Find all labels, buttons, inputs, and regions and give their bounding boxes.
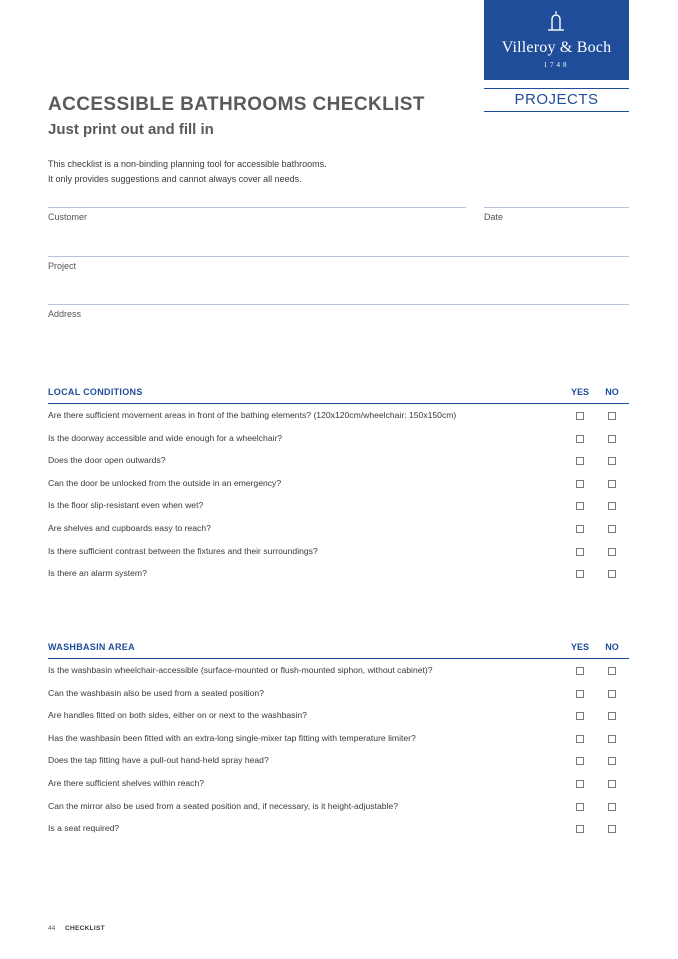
question-row bbox=[48, 409, 629, 432]
brand-name: Villeroy & Boch bbox=[501, 39, 612, 56]
address-label: Address bbox=[48, 309, 82, 319]
question-row bbox=[48, 454, 629, 477]
intro-text bbox=[48, 157, 327, 187]
intro-line-2: It only provides suggestions and cannot always cover all needs. bbox=[48, 174, 302, 184]
no-checkbox[interactable] bbox=[608, 780, 616, 788]
yes-checkbox[interactable] bbox=[576, 803, 584, 811]
question-row bbox=[48, 522, 629, 545]
page-number: 44 bbox=[48, 925, 56, 932]
question-text: Is the washbasin wheelchair-accessible (surface-mounted or flush-mounted siphon, without cabinet)? bbox=[48, 665, 433, 675]
no-checkbox[interactable] bbox=[608, 480, 616, 488]
question-row bbox=[48, 800, 629, 823]
section-title-local-conditions: LOCAL CONDITIONS bbox=[48, 387, 143, 397]
section-divider bbox=[48, 658, 629, 659]
brand-logo bbox=[484, 0, 629, 80]
yes-checkbox[interactable] bbox=[576, 435, 584, 443]
question-text: Are there sufficient shelves within reach? bbox=[48, 777, 205, 788]
question-row bbox=[48, 822, 629, 845]
yes-checkbox[interactable] bbox=[576, 412, 584, 420]
yes-checkbox[interactable] bbox=[576, 825, 584, 833]
no-checkbox[interactable] bbox=[608, 757, 616, 765]
page-footer bbox=[48, 925, 105, 932]
page-title: ACCESSIBLE BATHROOMS CHECKLIST bbox=[48, 94, 425, 115]
project-field[interactable] bbox=[48, 256, 629, 257]
no-column-header: NO bbox=[605, 642, 619, 652]
address-field[interactable] bbox=[48, 304, 629, 305]
question-row bbox=[48, 709, 629, 732]
yes-checkbox[interactable] bbox=[576, 525, 584, 533]
section-title-washbasin-area: WASHBASIN AREA bbox=[48, 642, 135, 652]
no-checkbox[interactable] bbox=[608, 570, 616, 578]
yes-checkbox[interactable] bbox=[576, 548, 584, 556]
no-checkbox[interactable] bbox=[608, 803, 616, 811]
no-checkbox[interactable] bbox=[608, 548, 616, 556]
yes-checkbox[interactable] bbox=[576, 502, 584, 510]
intro-line-1: This checklist is a non-binding planning tool for accessible bathrooms. bbox=[48, 159, 327, 169]
customer-label: Customer bbox=[48, 212, 88, 222]
no-checkbox[interactable] bbox=[608, 712, 616, 720]
no-checkbox[interactable] bbox=[608, 525, 616, 533]
section-divider bbox=[48, 403, 629, 404]
question-row bbox=[48, 777, 629, 800]
yes-checkbox[interactable] bbox=[576, 712, 584, 720]
question-text: Does the door open outwards? bbox=[48, 455, 166, 466]
page-subtitle: Just print out and fill in bbox=[48, 121, 214, 138]
question-text: Is there an alarm system? bbox=[48, 568, 147, 579]
no-checkbox[interactable] bbox=[608, 457, 616, 465]
no-checkbox[interactable] bbox=[608, 825, 616, 833]
question-list-local-conditions bbox=[48, 409, 629, 590]
brand-tagline: PROJECTS bbox=[484, 88, 629, 112]
question-row bbox=[48, 545, 629, 568]
customer-field[interactable] bbox=[48, 207, 466, 208]
question-row bbox=[48, 477, 629, 500]
yes-checkbox[interactable] bbox=[576, 570, 584, 578]
question-text: Can the washbasin also be used from a seated position? bbox=[48, 687, 264, 698]
no-checkbox[interactable] bbox=[608, 412, 616, 420]
question-row bbox=[48, 567, 629, 590]
question-text: Is there sufficient contrast between the fixtures and their surroundings? bbox=[48, 545, 318, 556]
no-checkbox[interactable] bbox=[608, 435, 616, 443]
question-text: Is a seat required? bbox=[48, 823, 120, 834]
bathtub-logo-icon bbox=[546, 10, 566, 32]
yes-column-header: YES bbox=[570, 387, 589, 397]
no-checkbox[interactable] bbox=[608, 502, 616, 510]
question-text: Can the mirror also be used from a seated position and, if necessary, is it height-adjustable? bbox=[48, 800, 398, 811]
yes-checkbox[interactable] bbox=[576, 480, 584, 488]
yes-checkbox[interactable] bbox=[576, 780, 584, 788]
question-row bbox=[48, 732, 629, 755]
date-field[interactable] bbox=[484, 207, 629, 208]
question-row bbox=[48, 664, 629, 687]
yes-column-header: YES bbox=[570, 642, 589, 652]
question-row bbox=[48, 687, 629, 710]
question-row bbox=[48, 432, 629, 455]
question-text: Are shelves and cupboards easy to reach? bbox=[48, 522, 211, 533]
yes-checkbox[interactable] bbox=[576, 667, 584, 675]
yes-checkbox[interactable] bbox=[576, 757, 584, 765]
question-row bbox=[48, 754, 629, 777]
date-label: Date bbox=[484, 212, 504, 222]
question-list-washbasin-area bbox=[48, 664, 629, 845]
no-checkbox[interactable] bbox=[608, 667, 616, 675]
question-text: Are there sufficient movement areas in front of the bathing elements? (120x120cm/wheelchair: 150x150cm) bbox=[48, 410, 457, 420]
no-checkbox[interactable] bbox=[608, 690, 616, 698]
footer-label: CHECKLIST bbox=[65, 925, 105, 932]
brand-year: 1748 bbox=[543, 61, 570, 69]
question-text: Does the tap fitting have a pull-out hand-held spray head? bbox=[48, 755, 269, 766]
question-text: Is the floor slip-resistant even when wet? bbox=[48, 500, 204, 511]
yes-checkbox[interactable] bbox=[576, 457, 584, 465]
project-label: Project bbox=[48, 261, 77, 271]
question-text: Can the door be unlocked from the outside in an emergency? bbox=[48, 477, 282, 488]
yes-checkbox[interactable] bbox=[576, 690, 584, 698]
question-text: Has the washbasin been fitted with an extra-long single-mixer tap fitting with temperature limiter? bbox=[48, 732, 416, 743]
question-row bbox=[48, 499, 629, 522]
question-text: Are handles fitted on both sides, either on or next to the washbasin? bbox=[48, 710, 307, 721]
yes-checkbox[interactable] bbox=[576, 735, 584, 743]
question-text: Is the doorway accessible and wide enough for a wheelchair? bbox=[48, 432, 283, 443]
no-checkbox[interactable] bbox=[608, 735, 616, 743]
no-column-header: NO bbox=[605, 387, 619, 397]
